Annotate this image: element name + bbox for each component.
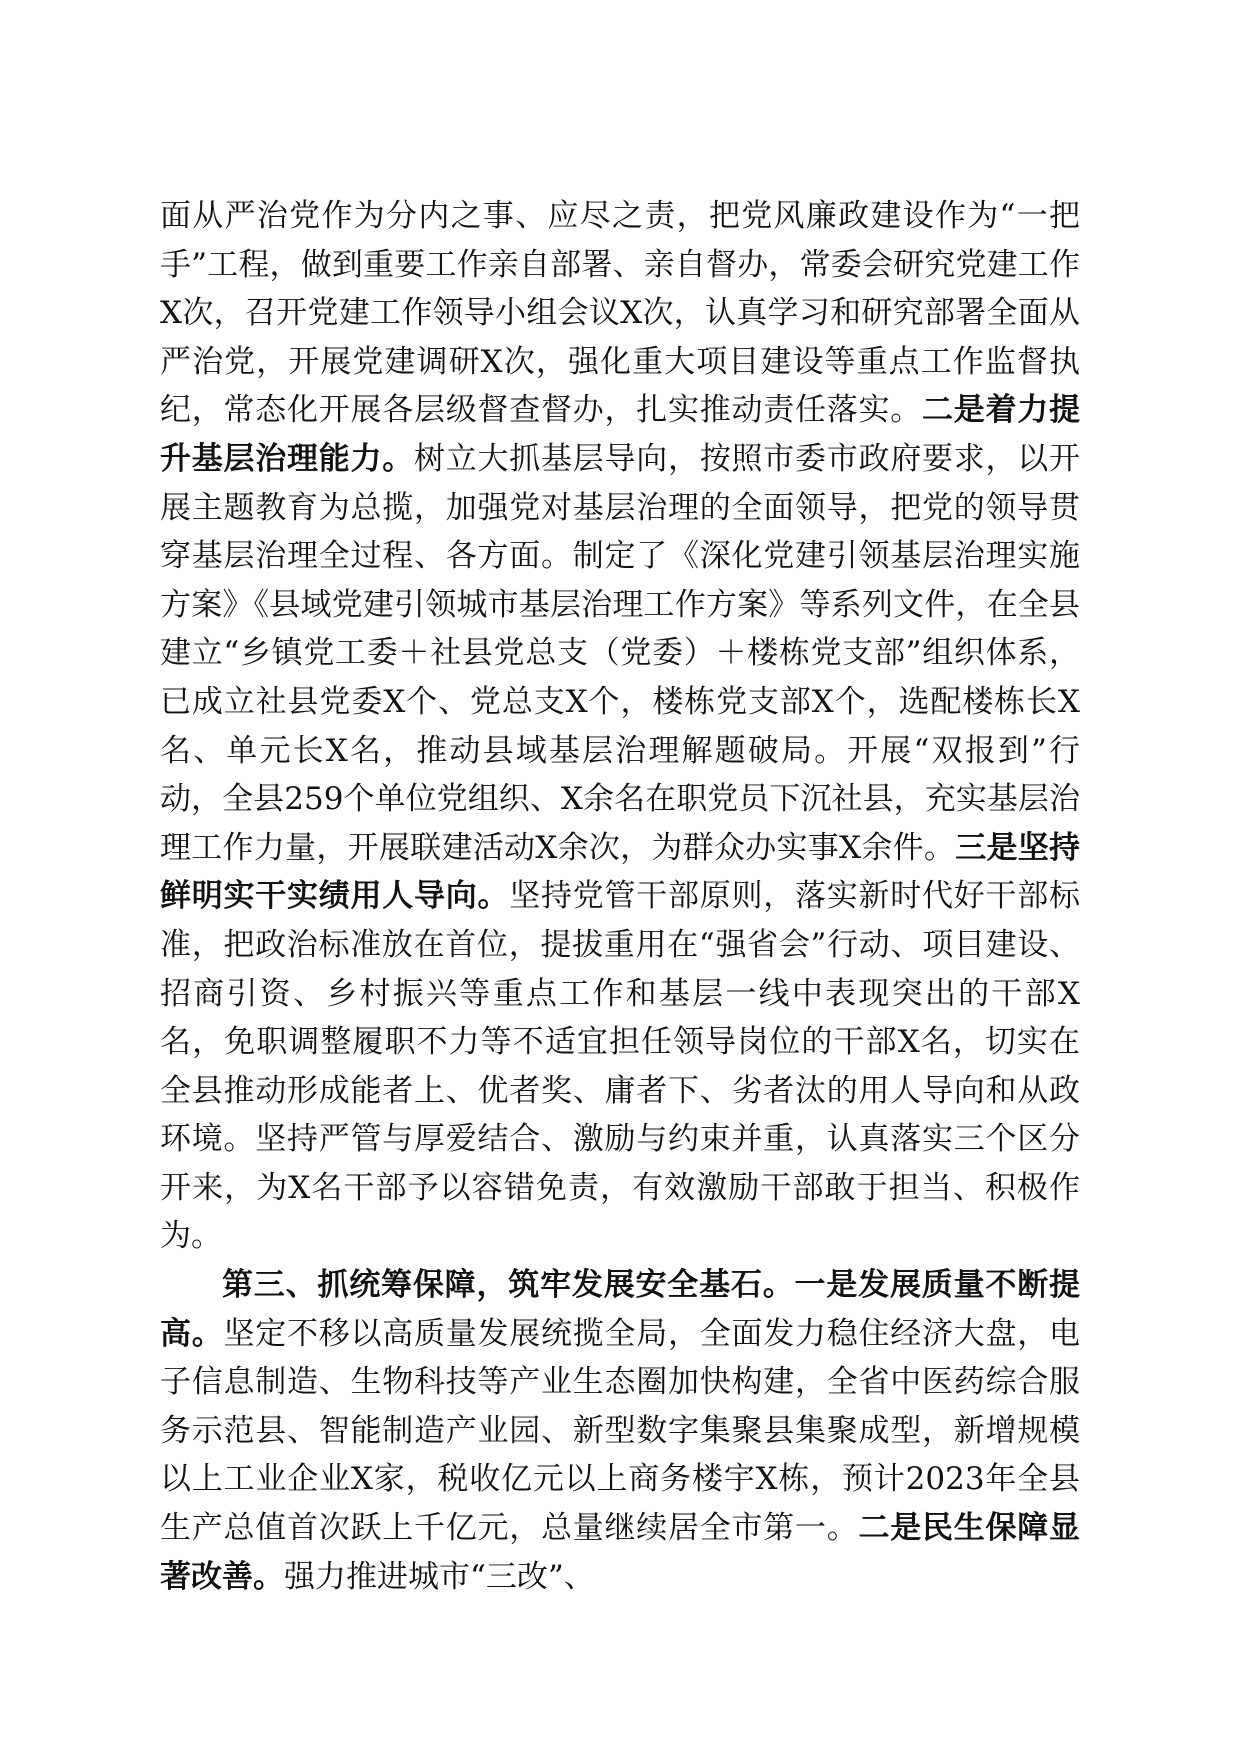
text-run: 强力推进城市“三改”、 <box>284 1558 595 1595</box>
paragraph-overall-planning <box>160 1261 1080 1601</box>
bold-heading-livelihood: 二是民生保障显著改善。 <box>160 1510 1080 1595</box>
text-run: 树立大抓基层导向，按照市委市政府要求，以开展主题教育为总揽，加强党对基层治理的全面领导，把党的领导贯穿基层治理全过程、各方面。制定了《深化党建引领基层治理实施方案》《县域党建引领城市基层治理工作方案》等系列文件，在全县建立“乡镇党工委＋社县党总支（党委）＋楼栋党支部”组织体系，已成立社县党委X个、党总支X个，楼栋党支部X个，选配楼栋长X名、单元长X名，推动县域基层治理解题破局。开展“双报到”行动，全县259个单位党组织、X余名在职党员下沉社县，充实基层治理工作力量，开展联建活动X余次，为群众办实事X余件。 <box>160 440 1080 866</box>
document-page <box>160 192 1080 1601</box>
bold-heading-grassroots-governance: 二是着力提升基层治理能力。 <box>160 392 1080 477</box>
text-run: 坚定不移以高质量发展统揽全局，全面发力稳住经济大盘，电子信息制造、生物科技等产业生态圈加快构建，全省中医药综合服务示范县、智能制造产业园、新型数字集聚县集聚成型，新增规模以上工业企业X家，税收亿元以上商务楼宇X栋，预计2023年全县生产总值首次跃上千亿元，总量继续居全市第一。 <box>160 1315 1080 1547</box>
text-run: 坚持党管干部原则，落实新时代好干部标准，把政治标准放在首位，提拔重用在“强省会”行动、项目建设、招商引资、乡村振兴等重点工作和基层一线中表现突出的干部X名，免职调整履职不力等不适宜担任领导岗位的干部X名，切实在全县推动形成能者上、优者奖、庸者下、劣者汰的用人导向和从政环境。坚持严管与厚爱结合、激励与约束并重，认真落实三个区分开来，为X名干部予以容错免责，有效激励干部敢于担当、积极作为。 <box>160 878 1080 1255</box>
text-run: 面从严治党作为分内之事、应尽之责，把党风廉政建设作为“一把手”工程，做到重要工作亲自部署、亲自督办，常委会研究党建工作X次，召开党建工作领导小组会议X次，认真学习和研究部署全面从严治党，开展党建调研X次，强化重大项目建设等重点工作监督执纪，常态化开展各层级督查督办，扎实推动责任落实。 <box>160 198 1080 429</box>
bold-heading-section-three: 第三、抓统筹保障，筑牢发展安全基石。一是发展质量不断提高。 <box>160 1267 1080 1352</box>
paragraph-party-building <box>160 192 1080 1261</box>
bold-heading-employment-orientation: 三是坚持鲜明实干实绩用人导向。 <box>160 829 1081 915</box>
